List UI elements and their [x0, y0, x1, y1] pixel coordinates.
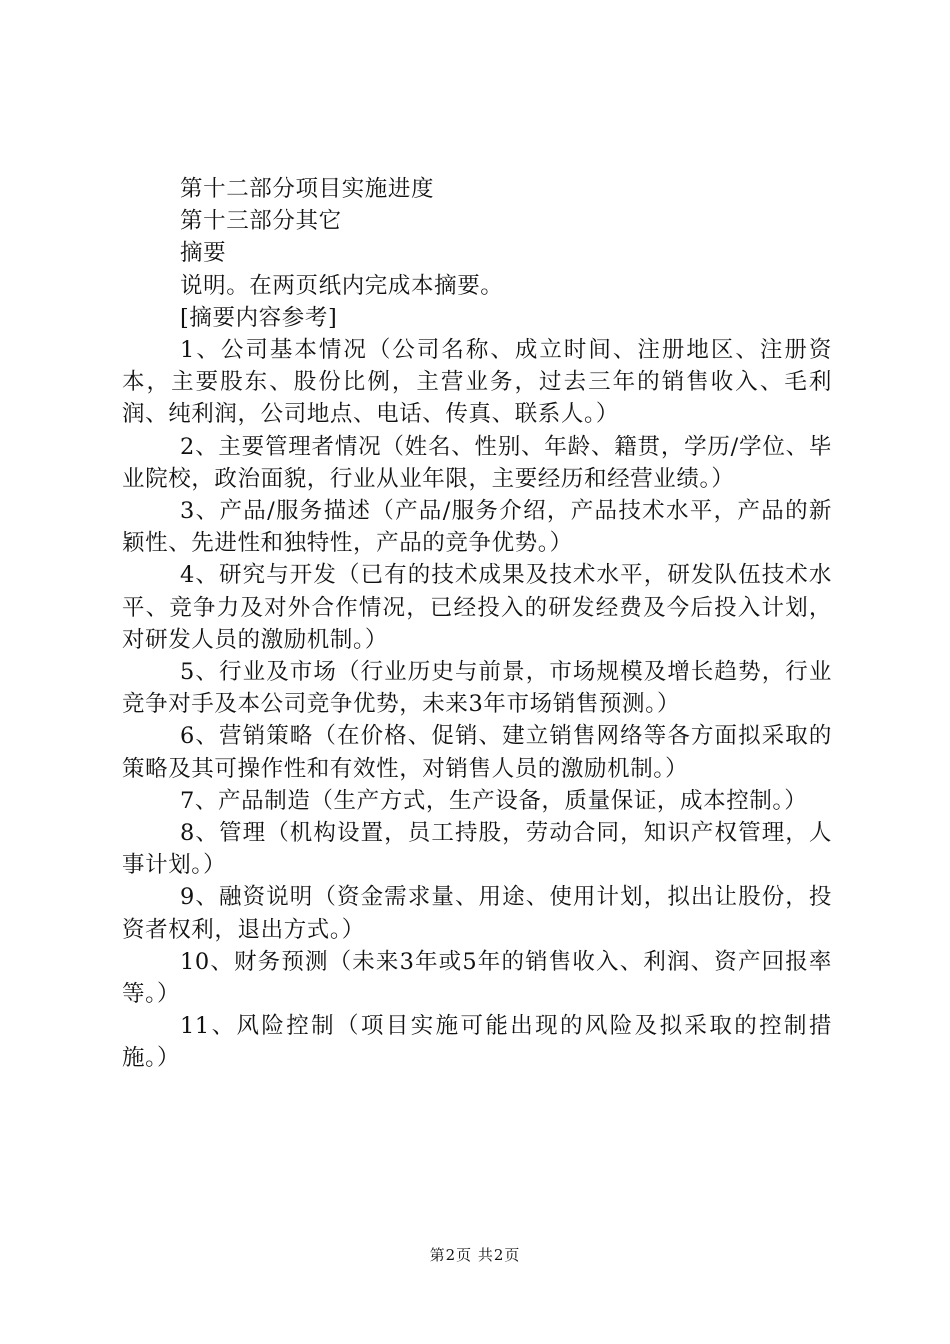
document-body	[122, 173, 832, 1075]
list-item: 1、公司基本情况（公司名称、成立时间、注册地区、注册资本，主要股东、股份比例，主营业务，过去三年的销售收入、毛利润、纯利润，公司地点、电话、传真、联系人。）	[122, 337, 832, 428]
list-item: 2、主要管理者情况（姓名、性别、年龄、籍贯，学历/学位、毕业院校，政治面貌，行业从业年限，主要经历和经营业绩。）	[122, 433, 832, 492]
page-number-footer: 第2页 共2页	[429, 1246, 521, 1264]
list-item: 10、财务预测（未来3年或5年的销售收入、利润、资产回报率等。）	[122, 948, 832, 1008]
summary-instruction: 说明。在两页纸内完成本摘要。	[180, 272, 504, 299]
list-item: 7、产品制造（生产方式，生产设备，质量保证，成本控制。）	[180, 787, 808, 814]
list-item: 5、行业及市场（行业历史与前景，市场规模及增长趋势，行业竞争对手及本公司竞争优势，未来3年市场销售预测。）	[122, 659, 832, 718]
list-item: 8、管理（机构设置，员工持股，劳动合同，知识产权管理，人事计划。）	[122, 820, 832, 879]
heading-part-12: 第十二部分项目实施进度	[180, 176, 435, 202]
list-item: 4、研究与开发（已有的技术成果及技术水平，研发队伍技术水平、竞争力及对外合作情况，已经投入的研发经费及今后投入计划，对研发人员的激励机制。）	[122, 562, 832, 653]
list-item: 9、融资说明（资金需求量、用途、使用计划，拟出让股份，投资者权利，退出方式。）	[122, 884, 832, 943]
heading-part-13: 第十三部分其它	[180, 208, 342, 235]
list-item: 6、营销策略（在价格、促销、建立销售网络等各方面拟采取的策略及其可操作性和有效性，对销售人员的激励机制。）	[122, 723, 832, 782]
list-item: 11、风险控制（项目实施可能出现的风险及拟采取的控制措施。）	[122, 1013, 832, 1072]
list-item: 3、产品/服务描述（产品/服务介绍，产品技术水平，产品的新颖性、先进性和独特性，产品的竞争优势。）	[122, 498, 832, 557]
summary-reference-label: [摘要内容参考]	[180, 304, 338, 331]
heading-summary: 摘要	[180, 240, 227, 267]
